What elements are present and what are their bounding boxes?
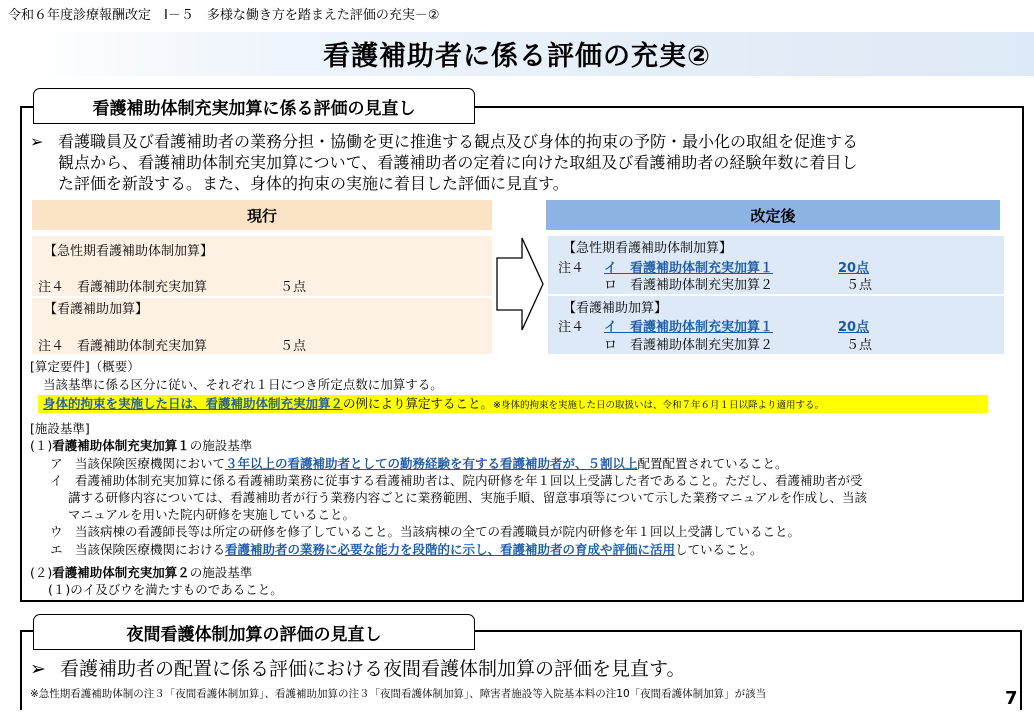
section2-heading: 夜間看護体制加算の評価の見直し — [33, 614, 475, 650]
current-block1-note: 注４ 看護補助体制充実加算 — [38, 280, 208, 295]
revised-block1-i-points: 20点 — [838, 261, 870, 276]
requirements-heading: [算定要件]（概要） — [30, 359, 140, 374]
requirements-line2: 身体的拘束を実施した日は、看護補助体制充実加算２の例により算定すること。※身体的拘束を実施した日の取扱いは、令和７年６月１日以降より適用する。 — [43, 396, 824, 411]
facility-e: エ 当該保険医療機関における看護補助者の業務に必要な能力を段階的に示し、看護補助者の育成や評価に活用していること。 — [50, 542, 763, 557]
revised-block2-ro-points: ５点 — [846, 338, 873, 353]
section2-note: ※急性期看護補助体制の注３「夜間看護体制加算」、看護補助加算の注３「夜間看護体制加算」、障害者施設等入院基本料の注10「夜間看護体制加算」が該当 — [30, 688, 767, 700]
revised-block1-note: 注４ — [558, 261, 585, 276]
section2-bullet: ➢ — [30, 658, 46, 680]
revised-header: 改定後 — [546, 200, 1000, 230]
breadcrumb: 令和６年度診療報酬改定 Ⅰ－５ 多様な働き方を踏まえた評価の充実－② — [8, 8, 440, 23]
current-block1-title: 【急性期看護補助体制加算】 — [44, 244, 214, 259]
current-block2-note: 注４ 看護補助体制充実加算 — [38, 339, 208, 354]
section1-intro: 看護職員及び看護補助者の業務分担・協働を更に推進する観点及び身体的拘束の予防・最小化の取組を促進する 観点から、看護補助体制充実加算について、看護補助者の定着に向けた取組及び看護補助者の経験年数に着目し た評価を新設する。また、身体的拘束の実施に着目した評価に見直す。 — [58, 132, 859, 193]
requirements-line1: 当該基準に係る区分に従い、それぞれ１日につき所定点数に加算する。 — [43, 377, 443, 392]
revised-block2-note: 注４ — [558, 320, 585, 335]
current-block1-points: ５点 — [280, 280, 307, 295]
revised-block1-i: イ 看護補助体制充実加算１ — [604, 261, 774, 276]
facility-a: ア 当該保険医療機関において３年以上の看護補助者としての勤務経験を有する看護補助者が、５割以上配置配置されていること。 — [50, 456, 788, 471]
section1-heading: 看護補助体制充実加算に係る評価の見直し — [33, 88, 475, 124]
page-number: 7 — [1005, 688, 1018, 709]
revised-block2-title: 【看護補助加算】 — [563, 301, 668, 316]
revised-block1-ro-points: ５点 — [846, 278, 873, 293]
facility-i-1: イ 看護補助体制充実加算に係る看護補助業務に従事する看護補助者は、院内研修を年１回以上受講した者であること。ただし、看護補助者が受 — [50, 473, 863, 488]
facility-heading: [施設基準] — [30, 421, 90, 436]
revised-block2-i-points: 20点 — [838, 320, 870, 335]
facility-s2: (２)看護補助体制充実加算２の施設基準 — [30, 565, 253, 580]
section1-bullet: ➢ — [30, 132, 44, 151]
revised-block1-title: 【急性期看護補助体制加算】 — [563, 241, 733, 256]
facility-u: ウ 当該病棟の看護師長等は所定の研修を修了していること。当該病棟の全ての看護職員が院内研修を年１回以上受講していること。 — [50, 524, 801, 539]
arrow-right-icon — [494, 236, 546, 332]
section2-left-line — [20, 630, 22, 710]
section2-right-line — [1020, 630, 1022, 710]
section2-text: 看護補助者の配置に係る評価における夜間看護体制加算の評価を見直す。 — [60, 658, 686, 680]
revised-block2-i: イ 看護補助体制充実加算１ — [604, 320, 774, 335]
facility-i-3: マニュアルを用いた院内研修を実施していること。 — [68, 507, 356, 522]
revised-block2-ro: ロ 看護補助体制充実加算２ — [604, 338, 774, 353]
facility-s1: (１)看護補助体制充実加算１の施設基準 — [30, 438, 253, 453]
facility-s2-line: (１)のイ及びウを満たすものであること。 — [48, 582, 283, 597]
current-header: 現行 — [32, 200, 492, 230]
revised-block1-ro: ロ 看護補助体制充実加算２ — [604, 278, 774, 293]
page-title: 看護補助者に係る評価の充実② — [323, 41, 711, 72]
current-block2-points: ５点 — [280, 339, 307, 354]
current-block2-title: 【看護補助加算】 — [44, 302, 149, 317]
facility-i-2: 講する研修内容については、看護補助者が行う業務内容ごとに業務範囲、実施手順、留意事項等について示した業務マニュアルを作成し、当該 — [68, 490, 868, 505]
